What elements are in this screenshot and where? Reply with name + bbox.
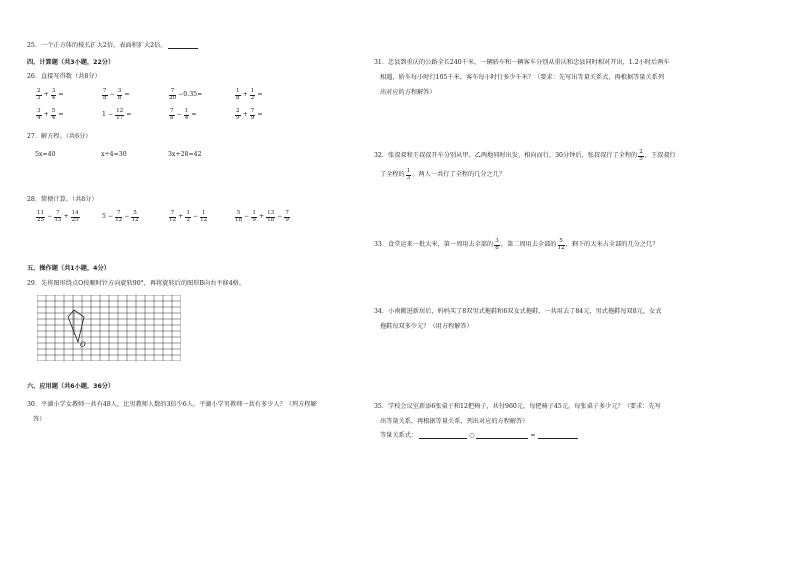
q32-text-d: 。两人一共行了全程的几分之几？ xyxy=(412,171,506,179)
q26-frac-a-den: 20 xyxy=(169,94,177,101)
q35-line-2: 出等量关系，再根据等量关系，列出对应的方程解答） xyxy=(380,418,529,425)
q28-frac-4-num: 7 xyxy=(285,210,289,216)
q28-frac-4 xyxy=(284,211,290,223)
q32-frac2-num: 1 xyxy=(406,168,411,174)
q26-title: 26．直接写得数（共8分） xyxy=(27,73,101,80)
q28-operator: − xyxy=(192,213,199,221)
q26-operator: − xyxy=(107,111,114,119)
q26-tail: = xyxy=(126,111,132,119)
q26-operator: − xyxy=(109,91,115,99)
q28-frac-4-den: 9 xyxy=(285,216,289,223)
q26-frac-b-num: 5 xyxy=(51,108,56,114)
q26-frac-b xyxy=(117,89,123,101)
q26-frac-b-den: 4 xyxy=(51,94,56,101)
q33-fraction-1 xyxy=(494,239,500,251)
q26-frac-a-num: 3 xyxy=(37,108,41,114)
q26-expr-6 xyxy=(101,109,132,121)
q28-frac-2-num: 7 xyxy=(56,210,60,216)
q26-frac-b-num: 7 xyxy=(250,108,255,114)
q26-frac-b-den: 4 xyxy=(51,114,56,121)
q27-eq-1: 5x=40 xyxy=(35,151,56,158)
q28-frac-3 xyxy=(200,211,207,223)
q33-line xyxy=(374,239,658,251)
q26-frac-a xyxy=(235,109,241,121)
q28-frac-3-num: 14 xyxy=(71,210,79,216)
q26-frac-a xyxy=(36,109,42,121)
point-o-label: O xyxy=(80,341,86,349)
q35-equals: = xyxy=(530,432,536,439)
q26-operator: + xyxy=(242,91,248,99)
q28-expr-3 xyxy=(168,211,208,223)
q34-line-2: 拖鞋每双多少元？（用方程解答） xyxy=(380,323,473,330)
q26-tail: = xyxy=(257,111,263,119)
q32-text-c: 了全程的 xyxy=(380,171,405,179)
q28-frac-2-num: 1 xyxy=(186,210,190,216)
q26-frac-a-den: 9 xyxy=(236,114,240,121)
q28-frac-1-num: 7 xyxy=(170,210,175,216)
q28-frac-1 xyxy=(115,211,122,223)
q33-frac1-num: 3 xyxy=(495,238,499,244)
q33-frac2-den: 12 xyxy=(557,244,565,251)
q33-frac2-num: 5 xyxy=(559,238,563,244)
q32-frac2-den: 3 xyxy=(406,174,411,181)
q28-operator: − xyxy=(107,213,114,221)
q28-expr-4 xyxy=(234,211,291,223)
q26-expr-3 xyxy=(168,89,203,101)
q26-frac-b-den: 2 xyxy=(250,94,255,101)
q26-operator: + xyxy=(43,111,49,119)
q33-text-a: 33．食堂运来一批大米，第一周用去全部的 xyxy=(374,241,494,249)
q28-frac-3-den: 18 xyxy=(267,216,275,223)
q28-frac-1-num: 7 xyxy=(116,210,121,216)
q31-line-3: 出对应的方程解答） xyxy=(380,89,436,96)
q35-line-1: 35．学校会议室新添6张桌子和12把椅子，共付960元，每把椅子45元，每张桌子多少元？（要求：先写 xyxy=(374,403,661,410)
q26-frac-b-num: 1 xyxy=(184,108,189,114)
q26-operator: + xyxy=(242,111,248,119)
q26-expr-1 xyxy=(35,89,65,101)
q26-tail: = xyxy=(58,91,64,99)
q26-frac-b xyxy=(250,109,256,121)
q26-frac-b xyxy=(115,109,124,121)
q28-operator: + xyxy=(178,213,184,221)
q26-expr-4 xyxy=(234,89,264,101)
q34-line-1: 34．小南搬进新居后，妈妈买了8双男式拖鞋和6双女式拖鞋，一共用去了84元，男式拖鞋每双8元，女式 xyxy=(374,308,662,315)
q32-line-2 xyxy=(380,169,505,181)
q26-frac-b-den: 9 xyxy=(250,114,255,121)
q35-blank-3[interactable] xyxy=(538,432,578,439)
q26-frac-b xyxy=(250,89,256,101)
q26-frac-a-num: 2 xyxy=(236,108,240,114)
q26-tail: = xyxy=(191,111,197,119)
q30-line-2: 答） xyxy=(33,416,46,423)
q31-line-2: 相遇，轿车每小时行105千米，客车每小时行多少千米？（要求：先写出等量关系式，再根据等量关系列 xyxy=(380,74,665,81)
q26-frac-a-den: 8 xyxy=(103,94,107,101)
q35-blank-2[interactable] xyxy=(476,432,528,439)
q26-frac-b-num: 12 xyxy=(116,108,124,114)
q28-operator: − xyxy=(47,213,53,221)
q26-tail: = xyxy=(257,91,263,99)
q26-tail: = xyxy=(58,111,64,119)
q30-line-1: 30．平湖小学女教师一共有48人，比男教师人数的3倍少6人。平湖小学男教师一共有多少人？（列方程解 xyxy=(27,401,317,408)
q28-operator: + xyxy=(63,213,69,221)
q33-fraction-2 xyxy=(558,239,565,251)
q26-frac-a xyxy=(235,89,241,101)
q28-frac-2 xyxy=(131,211,138,223)
q26-frac-a xyxy=(102,89,108,101)
q28-frac-2-den: 12 xyxy=(131,216,139,223)
q28-title: 28．简便计算。（共8分） xyxy=(27,196,98,203)
q28-frac-2 xyxy=(54,211,61,223)
q28-operator: − xyxy=(277,213,283,221)
section6-title: 六、应用题（共6小题，36分） xyxy=(27,383,115,390)
q26-frac-a-den: 8 xyxy=(170,114,174,121)
q26-expr-7 xyxy=(168,109,198,121)
q26-frac-a-den: 4 xyxy=(37,114,41,121)
q26-frac-b-den: 8 xyxy=(117,94,122,101)
q26-frac-b-num: 1 xyxy=(250,88,255,94)
q26-frac-a-num: 7 xyxy=(170,88,175,94)
q33-text-b: ，第二周用去全部的 xyxy=(500,241,557,249)
q28-frac-1-den: 12 xyxy=(169,216,177,223)
q32-frac1-num: 2 xyxy=(639,149,643,155)
q28-frac-1 xyxy=(169,211,176,223)
q28-frac-2-num: 5 xyxy=(133,210,137,216)
q26-frac-a xyxy=(169,109,175,121)
q32-text-b: ，王叔叔行 xyxy=(644,152,676,160)
q26-frac-a-den: 8 xyxy=(236,94,240,101)
q26-frac-b xyxy=(184,109,190,121)
q26-frac-b xyxy=(51,109,57,121)
q31-line-1: 31．忠县到重庆的公路全长240千米，一辆轿车和一辆客车分别从重庆和忠县同时相对开出，1.2小时后两车 xyxy=(374,59,670,66)
q26-tail: −0.35= xyxy=(178,91,203,99)
q28-frac-3-den: 12 xyxy=(200,216,208,223)
q26-expr-2 xyxy=(101,89,131,101)
q26-frac-a-num: 1 xyxy=(236,88,240,94)
q29-text: 29．先将图形绕点O按顺时针方向旋转90°，再将旋转后的图形B向右平移4格。 xyxy=(27,280,246,287)
q26-operator: + xyxy=(43,91,49,99)
q33-text-c: ，剩下的大米占全部的几分之几？ xyxy=(565,241,659,249)
q26-int: 1 xyxy=(102,111,106,119)
q26-tail: = xyxy=(124,91,130,99)
q33-frac1-den: 8 xyxy=(495,244,499,251)
q28-frac-1 xyxy=(235,211,242,223)
q28-frac-2 xyxy=(185,211,191,223)
q32-fraction-1 xyxy=(638,150,644,162)
q26-frac-b-num: 3 xyxy=(117,88,122,94)
q35-equation-line xyxy=(380,432,578,439)
q28-frac-3-num: 1 xyxy=(201,210,206,216)
q28-frac-2-den: 13 xyxy=(54,216,62,223)
q26-operator: − xyxy=(176,111,182,119)
q28-frac-2-den: 9 xyxy=(252,216,256,223)
q26-frac-b-den: 4 xyxy=(184,114,189,121)
q35-eq-label: 等量关系式： xyxy=(380,432,418,439)
q27-title: 27．解方程。（共6分） xyxy=(27,133,92,140)
q26-expr-8 xyxy=(234,109,264,121)
q26-frac-b xyxy=(51,89,57,101)
q28-operator: + xyxy=(258,213,265,221)
q32-line-1 xyxy=(374,150,676,162)
q28-frac-1-num: 5 xyxy=(236,210,241,216)
q28-operator: − xyxy=(124,213,130,221)
section5-title: 五、操作题（共1小题，4分） xyxy=(27,265,110,272)
q25-text: 25．一个正方体的棱长扩大2倍，表面积扩大2倍。 xyxy=(27,42,167,49)
q28-operator: − xyxy=(244,213,250,221)
q28-frac-1 xyxy=(36,211,45,223)
q26-frac-a xyxy=(169,89,176,101)
q29-grid xyxy=(37,295,181,361)
q28-frac-3-den: 25 xyxy=(71,216,79,223)
q28-frac-2-den: 2 xyxy=(186,216,190,223)
q26-expr-5 xyxy=(35,109,65,121)
q27-eq-3: 3x+28=42 xyxy=(168,151,202,158)
q28-frac-3 xyxy=(266,211,275,223)
q27-eq-2: x÷4=30 xyxy=(101,151,127,158)
q28-frac-1-den: 12 xyxy=(115,216,123,223)
q28-frac-2-num: 1 xyxy=(252,210,256,216)
q26-frac-b-num: 3 xyxy=(51,88,56,94)
q26-frac-a-num: 2 xyxy=(37,88,41,94)
q26-frac-a xyxy=(36,89,42,101)
q32-fraction-2 xyxy=(406,169,412,181)
q28-int: 5 xyxy=(102,213,106,221)
q35-blank-1[interactable] xyxy=(419,432,467,439)
q26-frac-a-num: 7 xyxy=(170,108,174,114)
q25-answer-blank[interactable] xyxy=(168,42,198,49)
q28-expr-2 xyxy=(101,211,140,223)
q35-circle: ○ xyxy=(469,432,475,439)
q26-frac-a-den: 3 xyxy=(37,94,41,101)
q28-frac-1-den: 18 xyxy=(235,216,243,223)
q28-frac-3 xyxy=(71,211,80,223)
section4-title: 四、计算题（共3小题，22分） xyxy=(27,59,115,66)
q28-frac-1-num: 11 xyxy=(37,210,45,216)
q28-frac-3-num: 13 xyxy=(267,210,275,216)
q32-text-a: 32．张叔叔和王叔叔开车分别从甲、乙两地同时出发，相向而行，30分钟后，张叔叔行了全程的 xyxy=(374,152,638,160)
q28-frac-1-den: 25 xyxy=(37,216,45,223)
q28-expr-1 xyxy=(35,211,81,223)
q32-frac1-den: 5 xyxy=(639,155,643,162)
q26-frac-a-num: 7 xyxy=(103,88,107,94)
q28-frac-2 xyxy=(251,211,257,223)
q25 xyxy=(27,42,198,49)
q26-frac-b-den: 17 xyxy=(116,114,124,121)
